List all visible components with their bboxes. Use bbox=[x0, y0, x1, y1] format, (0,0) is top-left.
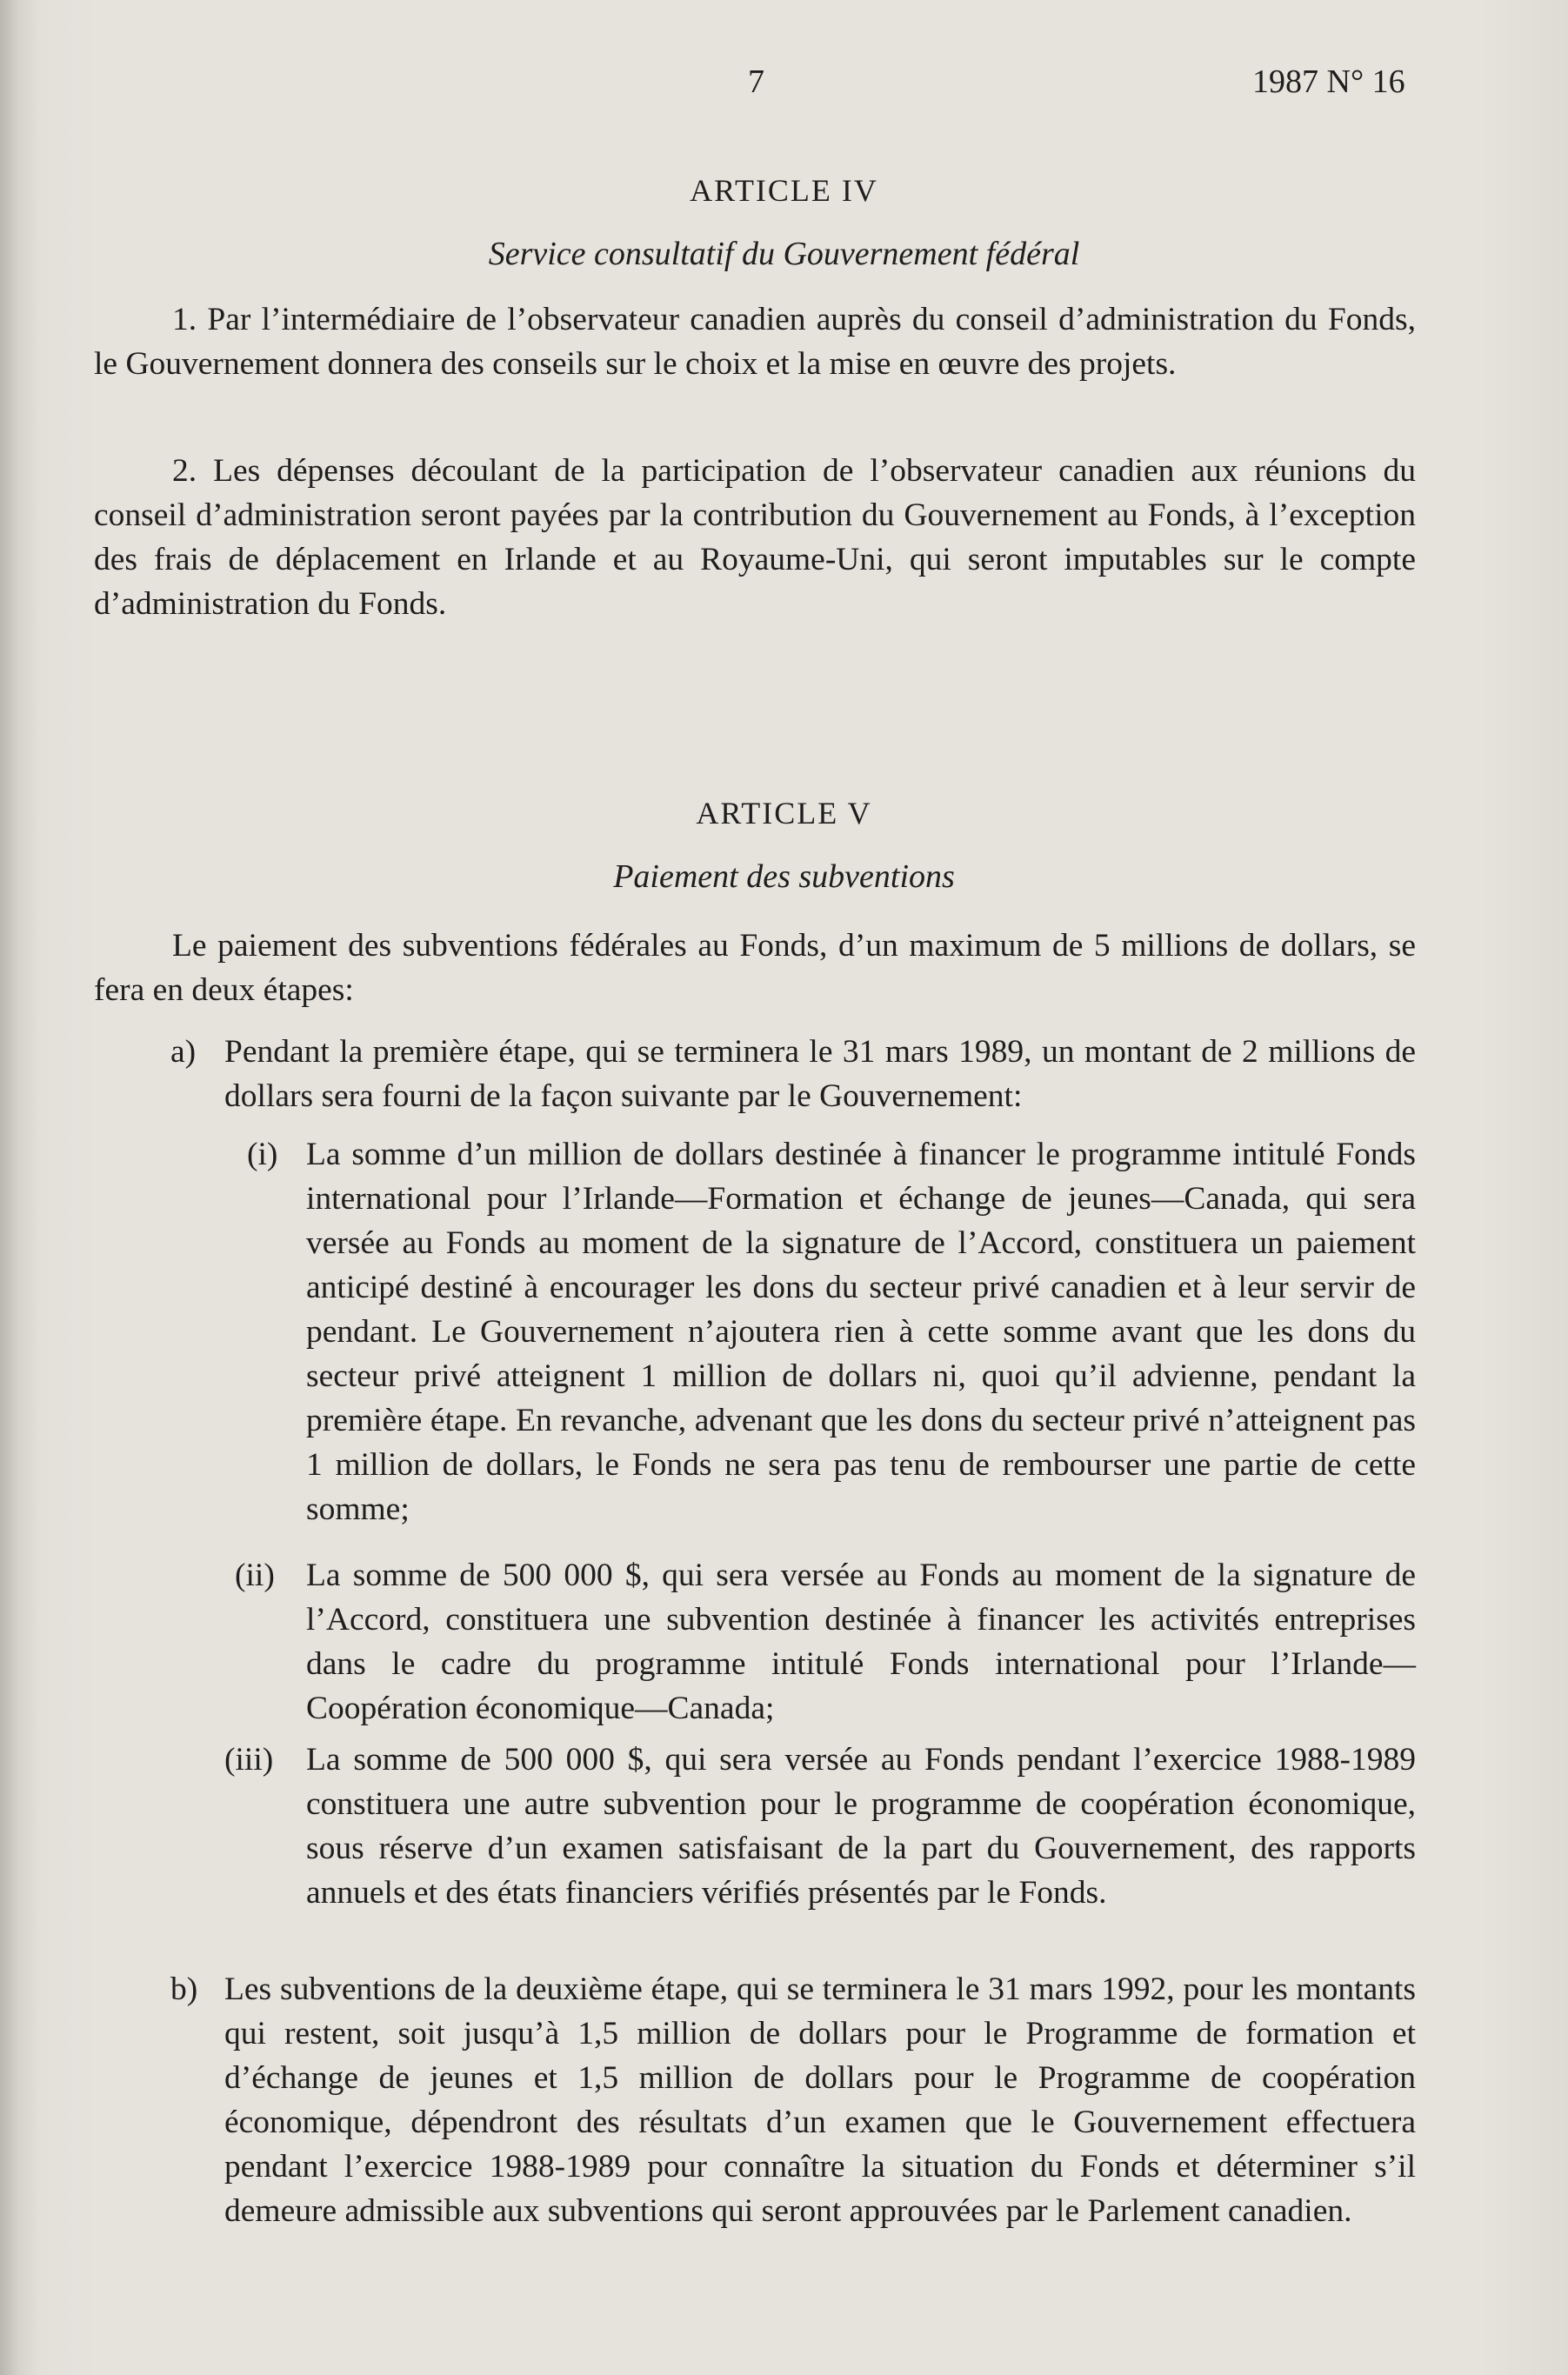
item-i-text: La somme d’un million de dollars destinée à financer le programme intitulé Fonds international pour l’Irlande—Formation et échange de jeunes—Canada, qui sera versée au Fonds au moment de la signature de l’Accord, constituera un paiement anticipé destiné à encourager les dons du secteur privé canadien et à leur servir de pendant. Le Gouvernement n’ajoutera rien à cette somme avant que les dons du secteur privé atteignent 1 million de dollars ni, quoi qu’il advienne, pendant la première étape. En revanche, advenant que les dons du secteur privé n’atteignent pas 1 million de dollars, le Fonds ne sera pas tenu de rembourser une partie de cette somme; bbox=[306, 1137, 1416, 1527]
article-iv-subtitle: Service consultatif du Gouvernement fédéral bbox=[488, 236, 1080, 272]
item-b-text: Les subventions de la deuxième étape, qui se terminera le 31 mars 1992, pour les montants qui restent, soit jusqu’à 1,5 million de dollars pour le Programme de formation et d’échange de jeunes et 1,5 million de dollars pour le Programme de coopération économique, dépendront des résultats d’un examen que le Gouvernement effectuera pendant l’exercice 1988-1989 pour connaître la situation du Fonds et déterminer s’il demeure admissible aux subventions qui seront approuvées par le Parlement canadien. bbox=[224, 1971, 1416, 2229]
article-iv-heading: ARTICLE IV bbox=[690, 173, 878, 208]
item-ii-label: (ii) bbox=[235, 1558, 275, 1593]
item-a-text: Pendant la première étape, qui se terminera le 31 mars 1989, un montant de 2 millions de dollars sera fourni de la façon suivante par le Gouvernement: bbox=[224, 1034, 1416, 1114]
item-ii-text: La somme de 500 000 $, qui sera versée au Fonds au moment de la signature de l’Accord, constituera une subvention destinée à financer les activités entreprises dans le cadre du programme intitulé Fonds international pour l’Irlande—Coopération économique—Canada; bbox=[306, 1558, 1416, 1726]
item-a-label: a) bbox=[170, 1034, 197, 1070]
article-iv-paragraph-1: 1. Par l’intermédiaire de l’observateur canadien auprès du conseil d’administration du Fonds, le Gouvernement donnera des conseils sur le choix et la mise en œuvre des projets. bbox=[94, 302, 1416, 382]
document-number: 1987 N° 16 bbox=[1252, 63, 1405, 100]
article-iv-paragraph-2: 2. Les dépenses découlant de la participation de l’observateur canadien aux réunions du conseil d’administration seront payées par la contribution du Gouvernement au Fonds, à l’exception des frais de déplacement en Irlande et au Royaume-Uni, qui seront imputables sur le compte d’administration du Fonds. bbox=[94, 453, 1416, 622]
article-v-heading: ARTICLE V bbox=[696, 796, 872, 831]
item-i-label: (i) bbox=[247, 1137, 278, 1172]
item-iii-label: (iii) bbox=[224, 1742, 274, 1778]
article-v-intro: Le paiement des subventions fédérales au Fonds, d’un maximum de 5 millions de dollars, se fera en deux étapes: bbox=[94, 928, 1416, 1008]
page-number: 7 bbox=[748, 63, 764, 100]
item-b-label: b) bbox=[170, 1971, 198, 2007]
article-v-subtitle: Paiement des subventions bbox=[613, 858, 955, 895]
item-iii-text: La somme de 500 000 $, qui sera versée au Fonds pendant l’exercice 1988-1989 constituera une autre subvention pour le programme de coopération économique, sous réserve d’un examen satisfaisant de la part du Gouvernement, des rapports annuels et des états financiers vérifiés présentés par le Fonds. bbox=[306, 1742, 1416, 1911]
